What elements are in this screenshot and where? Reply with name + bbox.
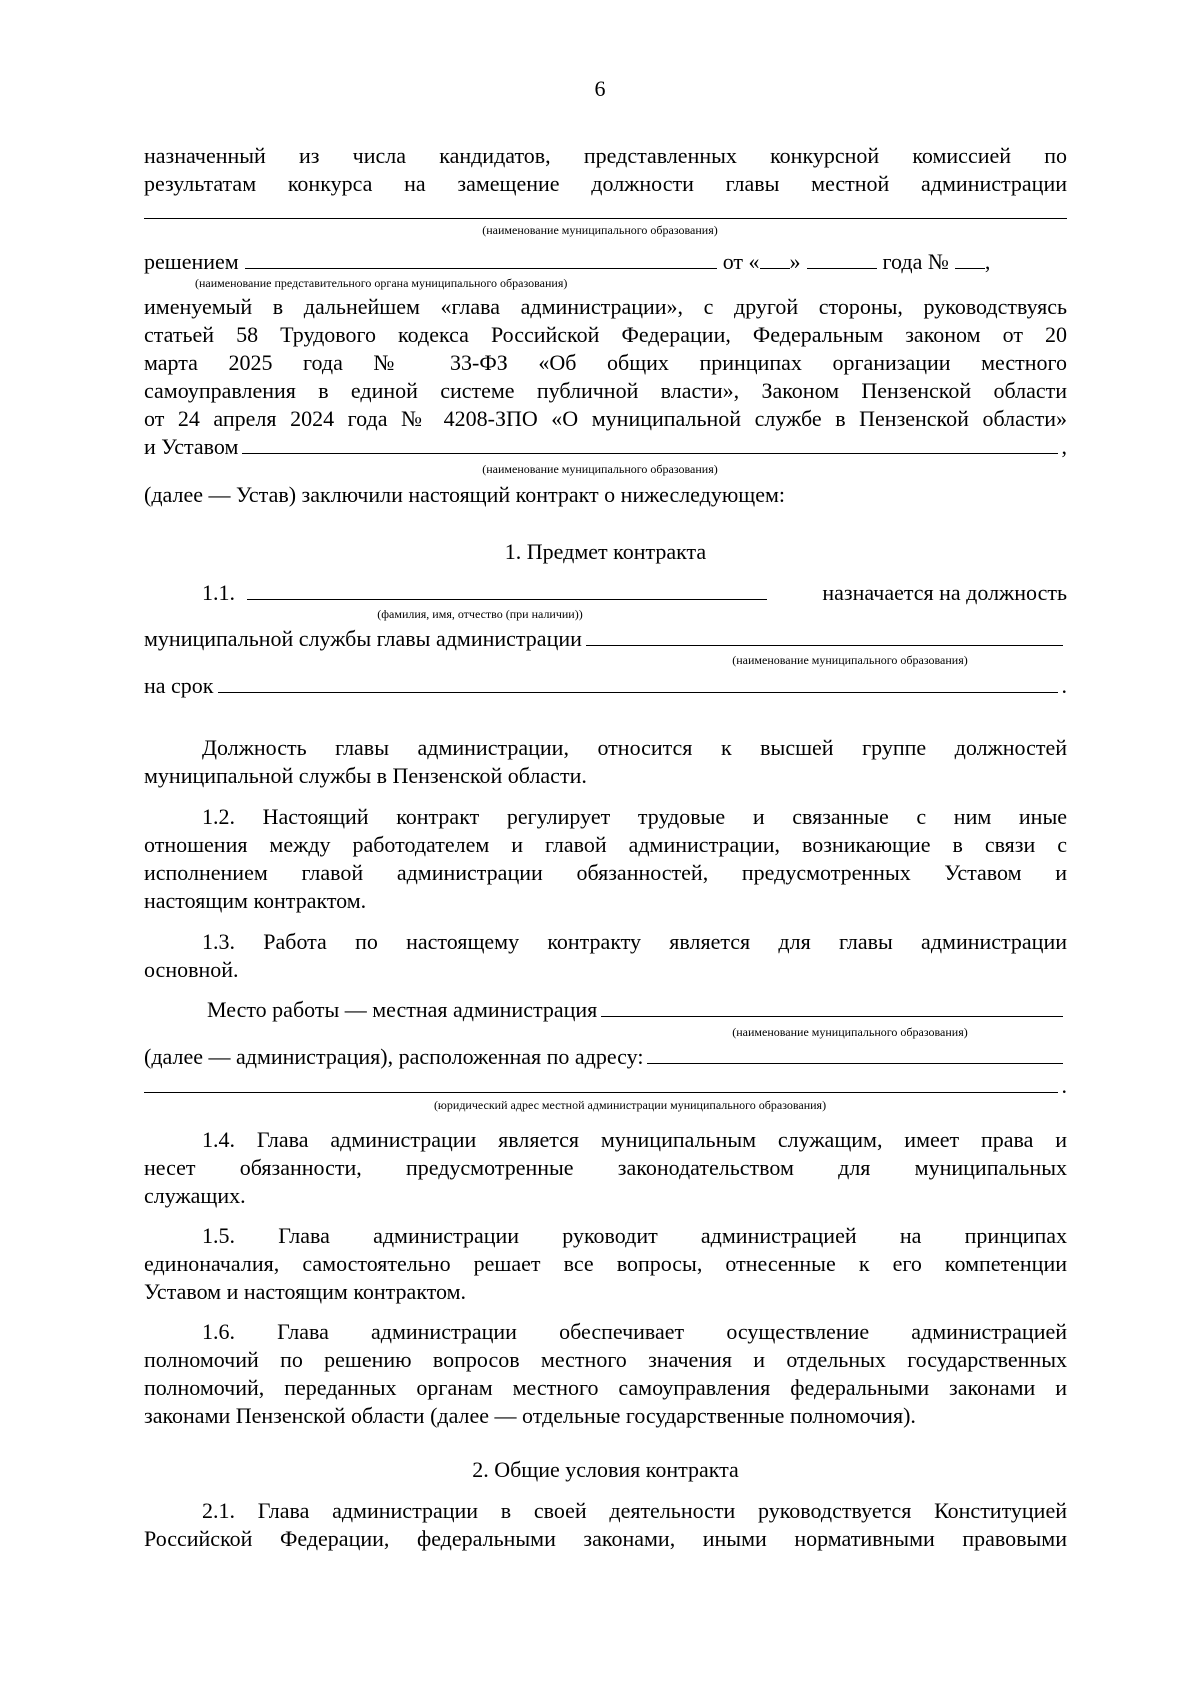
p15-line-2: единоначалия, самостоятельно решает все вопросы, отнесенные к его компетенции <box>144 1251 1067 1276</box>
decision-comma: , <box>984 249 991 274</box>
caption-municipality-2: (наименование муниципального образования) <box>482 462 718 476</box>
term-dot: . <box>1061 673 1067 698</box>
ustav-word: и Уставом <box>144 434 239 459</box>
p14-line-2: несет обязанности, предусмотренные законодательством для муниципальных <box>144 1155 1067 1180</box>
blank-ustav-municipality <box>242 433 1057 454</box>
caption-municipality-3: (наименование муниципального образования) <box>732 653 968 667</box>
caption-fio: (фамилия, имя, отчество (при наличии)) <box>377 607 583 621</box>
p16-line-4: законами Пензенской области (далее — отдельные государственные полномочия). <box>144 1403 916 1428</box>
p13-line-2: основной. <box>144 957 239 982</box>
p13-line-1: 1.3. Работа по настоящему контракту является для главы администрации <box>202 929 1067 954</box>
intro-line-4: статьей 58 Трудового кодекса Российской Федерации, Федеральным законом от 20 <box>144 322 1067 347</box>
caption-municipality: (наименование муниципального образования) <box>482 223 718 237</box>
p21-line-2: Российской Федерации, федеральными законами, иными нормативными правовыми <box>144 1526 1067 1551</box>
blank-line-municipality <box>144 218 1067 219</box>
address-line <box>144 1043 1067 1071</box>
caption-organ: (наименование представительного органа муниципального образования) <box>195 276 568 290</box>
section-1-title: 1. Предмет контракта <box>504 539 707 564</box>
p12-line-2: отношения между работодателем и главой администрации, возникающие в связи с <box>144 832 1067 857</box>
p12-line-3: исполнением главой администрации обязанностей, предусмотренных Уставом и <box>144 860 1067 885</box>
section-2-title: 2. Общие условия контракта <box>472 1457 739 1482</box>
intro-line-7: от 24 апреля 2024 года № 4208-ЗПО «О муниципальной службе в Пензенской области» <box>144 406 1067 431</box>
blank-month <box>807 248 877 269</box>
p11-tail: назначается на должность <box>822 580 1067 605</box>
intro-line-2: результатам конкурса на замещение должности главы местной администрации <box>144 171 1067 196</box>
ustav-comma: , <box>1061 434 1067 459</box>
decision-from: от « <box>722 249 760 274</box>
address-text: (далее — администрация), расположенная по адресу: <box>144 1044 644 1069</box>
group-line-1: Должность главы администрации, относится к высшей группе должностей <box>202 735 1067 760</box>
p11-line-2-text: муниципальной службы главы администрации <box>144 626 582 651</box>
decision-line <box>144 248 1067 276</box>
p16-line-1: 1.6. Глава администрации обеспечивает осуществление администрацией <box>202 1319 1067 1344</box>
page-number: 6 <box>594 76 606 101</box>
address-dot: . <box>1061 1073 1067 1098</box>
p11-line-1 <box>144 579 1067 607</box>
p14-line-1: 1.4. Глава администрации является муниципальным служащим, имеет права и <box>202 1127 1067 1152</box>
ustav-line <box>144 433 1067 461</box>
decision-word: решением <box>144 249 239 274</box>
p12-line-1: 1.2. Настоящий контракт регулирует трудовые и связанные с ним иные <box>202 804 1067 829</box>
intro-line-1: назначенный из числа кандидатов, представленных конкурсной комиссией по <box>144 143 1067 168</box>
p11-number: 1.1. <box>202 580 235 605</box>
blank-term <box>218 672 1058 693</box>
p12-line-4: настоящим контрактом. <box>144 888 367 913</box>
work-place-line <box>207 996 1067 1024</box>
blank-municipality-3 <box>586 625 1063 646</box>
blank-number <box>955 248 985 269</box>
group-line-2: муниципальной службы в Пензенской области. <box>144 763 587 788</box>
blank-day <box>760 248 790 269</box>
intro-line-8: (далее — Устав) заключили настоящий контракт о нижеследующем: <box>144 482 786 507</box>
term-word: на срок <box>144 673 214 698</box>
blank-fio <box>247 579 767 600</box>
intro-line-3: именуемый в дальнейшем «глава администрации», с другой стороны, руководствуясь <box>144 294 1067 319</box>
p16-line-2: полномочий по решению вопросов местного значения и отдельных государственных <box>144 1347 1067 1372</box>
term-line <box>144 672 1067 700</box>
p16-line-3: полномочий, переданных органам местного самоуправления федеральными законами и <box>144 1375 1067 1400</box>
work-place-text: Место работы — местная администрация <box>207 997 598 1022</box>
p15-line-3: Уставом и настоящим контрактом. <box>144 1279 467 1304</box>
blank-municipality-4 <box>601 996 1063 1017</box>
p21-line-1: 2.1. Глава администрации в своей деятельности руководствуется Конституцией <box>202 1498 1067 1523</box>
blank-address-1 <box>647 1043 1063 1064</box>
caption-municipality-4: (наименование муниципального образования) <box>732 1025 968 1039</box>
caption-address: (юридический адрес местной администрации муниципального образования) <box>433 1098 827 1112</box>
p14-line-3: служащих. <box>144 1183 246 1208</box>
p15-line-1: 1.5. Глава администрации руководит администрацией на принципах <box>202 1223 1067 1248</box>
blank-organ <box>245 248 717 269</box>
decision-quote-close: » <box>789 249 801 274</box>
intro-line-6: самоуправления в единой системе публичной власти», Законом Пензенской области <box>144 378 1067 403</box>
address-line-2 <box>144 1072 1067 1100</box>
intro-line-5: марта 2025 года № 33-ФЗ «Об общих принципах организации местного <box>144 350 1067 375</box>
p11-line-2 <box>144 625 1067 653</box>
decision-year: года № <box>882 249 949 274</box>
blank-address-2 <box>144 1072 1058 1093</box>
